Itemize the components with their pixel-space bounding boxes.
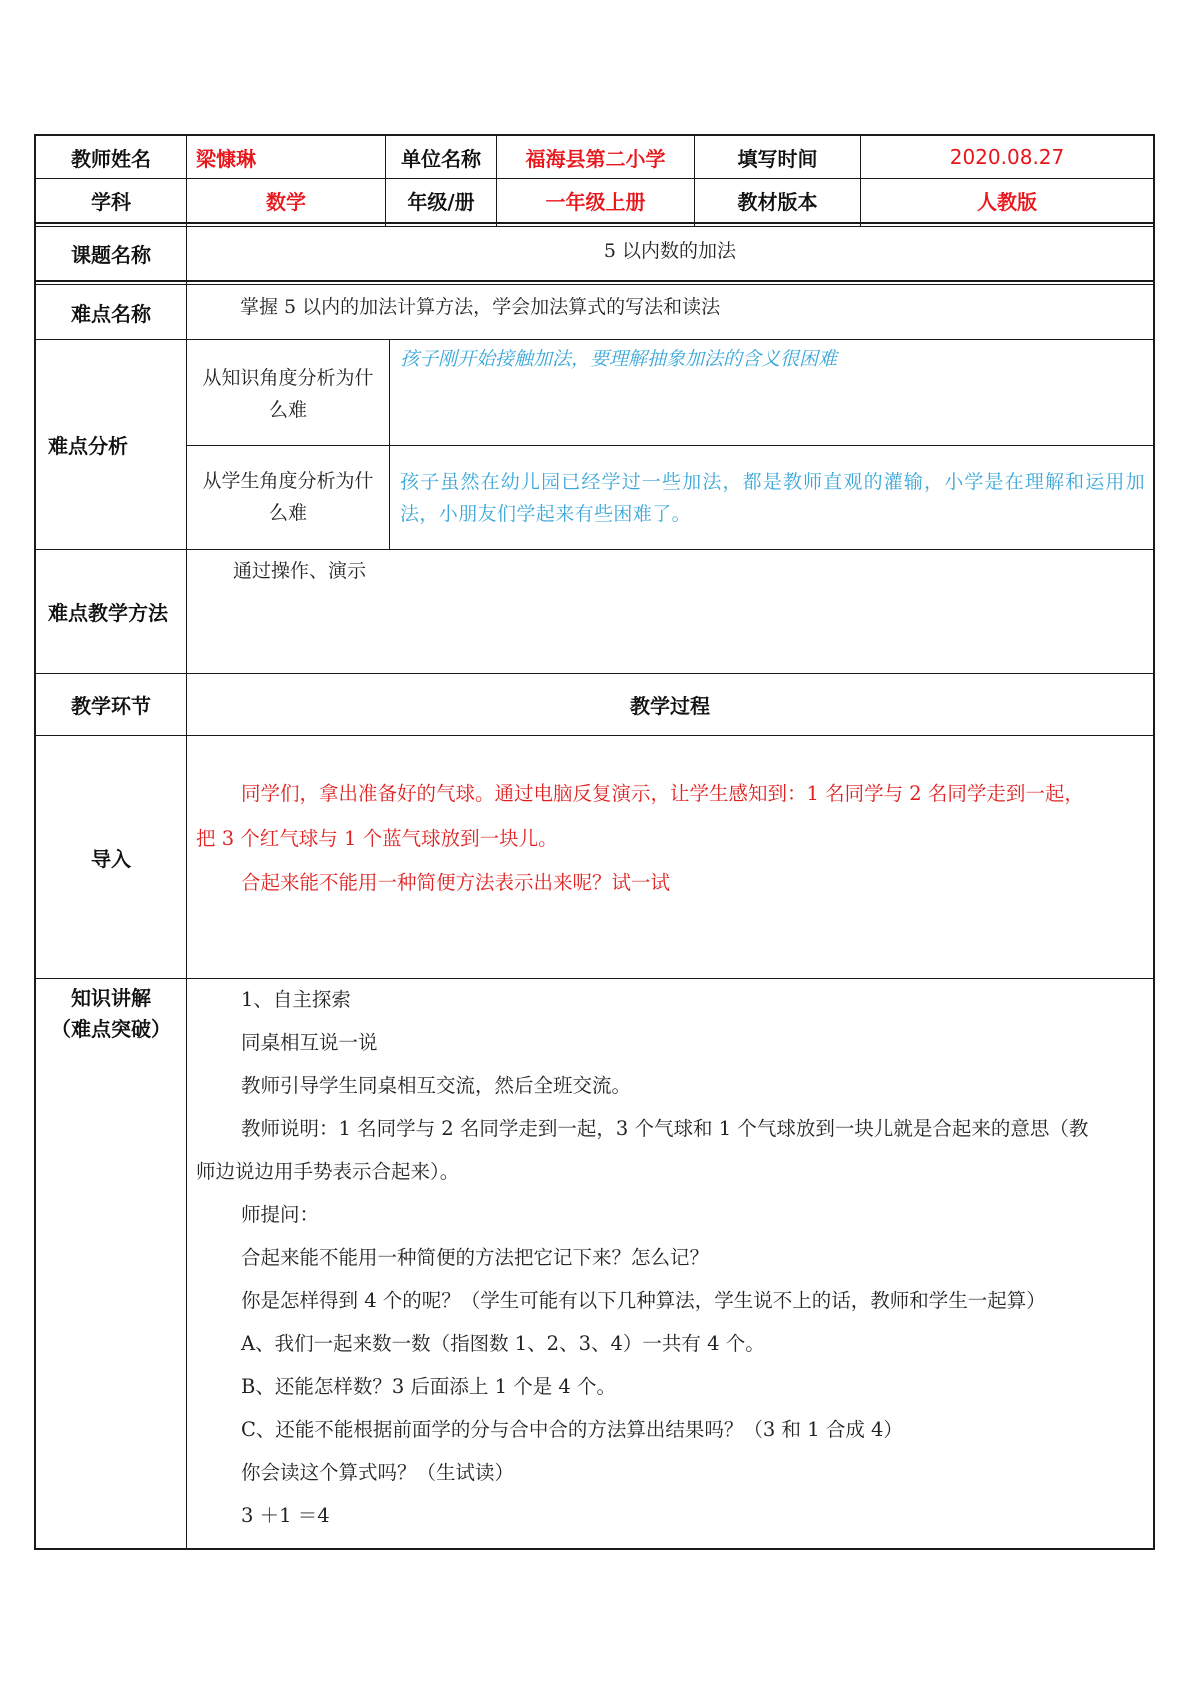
intro-line-2: 把 3 个红气球与 1 个蓝气球放到一块儿。 bbox=[196, 827, 558, 850]
rule-process-header-bottom bbox=[34, 735, 1155, 736]
rule-analysis-sub bbox=[389, 339, 390, 549]
rule-header-bottom bbox=[34, 222, 1155, 224]
grade-value: 一年级上册 bbox=[545, 190, 646, 214]
analysis-knowledge-value: 孩子刚开始接触加法，要理解抽象加法的含义很困难 bbox=[400, 347, 838, 370]
knowledge-line: 教师引导学生同桌相互交流，然后全班交流。 bbox=[241, 1074, 632, 1097]
fill-time-label: 填写时间 bbox=[737, 146, 818, 171]
method-value: 通过操作、演示 bbox=[233, 559, 367, 582]
knowledge-line: 3 ＋1 ＝4 bbox=[241, 1504, 330, 1527]
difficulty-value: 掌握 5 以内的加法计算方法，学会加法算式的写法和读法 bbox=[240, 296, 721, 318]
intro-label: 导入 bbox=[91, 846, 131, 871]
rule-topic-bottom-2 bbox=[34, 284, 1155, 285]
topic-value: 5 以内数的加法 bbox=[603, 240, 737, 262]
subject-value: 数学 bbox=[266, 190, 306, 214]
knowledge-line: C、还能不能根据前面学的分与合中合的方法算出结果吗？（3 和 1 合成 4） bbox=[241, 1418, 903, 1441]
intro-line-1: 同学们，拿出准备好的气球。通过电脑反复演示，让学生感知到：1 名同学与 2 名同学走到一起， bbox=[241, 782, 1084, 805]
intro-line-3: 合起来能不能用一种简便方法表示出来呢？试一试 bbox=[241, 871, 671, 894]
knowledge-line: 师边说边用手势表示合起来）。 bbox=[196, 1160, 460, 1183]
knowledge-line: 合起来能不能用一种简便的方法把它记下来？怎么记？ bbox=[241, 1246, 710, 1269]
analysis-student-label: 从学生角度分析为什么难 bbox=[202, 470, 374, 524]
knowledge-line: 你会读这个算式吗？（生试读） bbox=[241, 1461, 515, 1484]
unit-name-label: 单位名称 bbox=[401, 146, 481, 171]
knowledge-line: 同桌相互说一说 bbox=[241, 1031, 378, 1054]
analysis-knowledge-label: 从知识角度分析为什么难 bbox=[202, 367, 374, 421]
rule-difficulty-bottom bbox=[34, 339, 1155, 340]
knowledge-label-line-2: （难点突破） bbox=[51, 1016, 171, 1041]
rule-analysis-mid bbox=[186, 445, 1155, 446]
rule-label-column bbox=[186, 134, 187, 1550]
rule-topic-bottom bbox=[34, 280, 1155, 282]
method-label: 难点教学方法 bbox=[48, 601, 168, 625]
knowledge-line: 师提问： bbox=[241, 1203, 320, 1226]
rule-header-bottom-2 bbox=[34, 226, 1155, 227]
fill-time-value: 2020.08.27 bbox=[949, 145, 1065, 169]
knowledge-line: 1、自主探索 bbox=[241, 988, 351, 1011]
teacher-name-value: 梁慷琳 bbox=[196, 146, 256, 171]
unit-name-value: 福海县第二小学 bbox=[525, 146, 666, 171]
grade-label: 年级/册 bbox=[407, 190, 475, 214]
analysis-label: 难点分析 bbox=[48, 434, 128, 458]
teacher-name-label: 教师姓名 bbox=[71, 146, 151, 171]
edition-label: 教材版本 bbox=[737, 190, 818, 214]
knowledge-line: 教师说明：1 名同学与 2 名同学走到一起，3 个气球和 1 个气球放到一块儿就是合起来的意思（教 bbox=[241, 1117, 1089, 1140]
knowledge-line: 你是怎样得到 4 个的呢？（学生可能有以下几种算法，学生说不上的话，教师和学生一起算） bbox=[241, 1289, 1046, 1312]
rule-analysis-bottom bbox=[34, 549, 1155, 550]
knowledge-label-line-1: 知识讲解 bbox=[71, 985, 151, 1010]
subject-label: 学科 bbox=[91, 190, 131, 214]
difficulty-label: 难点名称 bbox=[71, 301, 151, 326]
process-header-label: 教学过程 bbox=[630, 694, 710, 718]
rule-table-bottom bbox=[34, 1548, 1155, 1550]
table-border-right bbox=[1153, 134, 1155, 1550]
topic-label: 课题名称 bbox=[71, 243, 151, 267]
edition-value: 人教版 bbox=[977, 190, 1037, 214]
knowledge-line: B、还能怎样数？3 后面添上 1 个是 4 个。 bbox=[241, 1375, 617, 1398]
knowledge-line: A、我们一起来数一数（指图数 1、2、3、4）一共有 4 个。 bbox=[241, 1332, 765, 1355]
analysis-student-value: 孩子虽然在幼儿园已经学过一些加法，都是教师直观的灌输，小学是在理解和运用加法，小朋友们学起来有些困难了。 bbox=[400, 471, 1145, 525]
stage-header-label: 教学环节 bbox=[71, 694, 151, 718]
